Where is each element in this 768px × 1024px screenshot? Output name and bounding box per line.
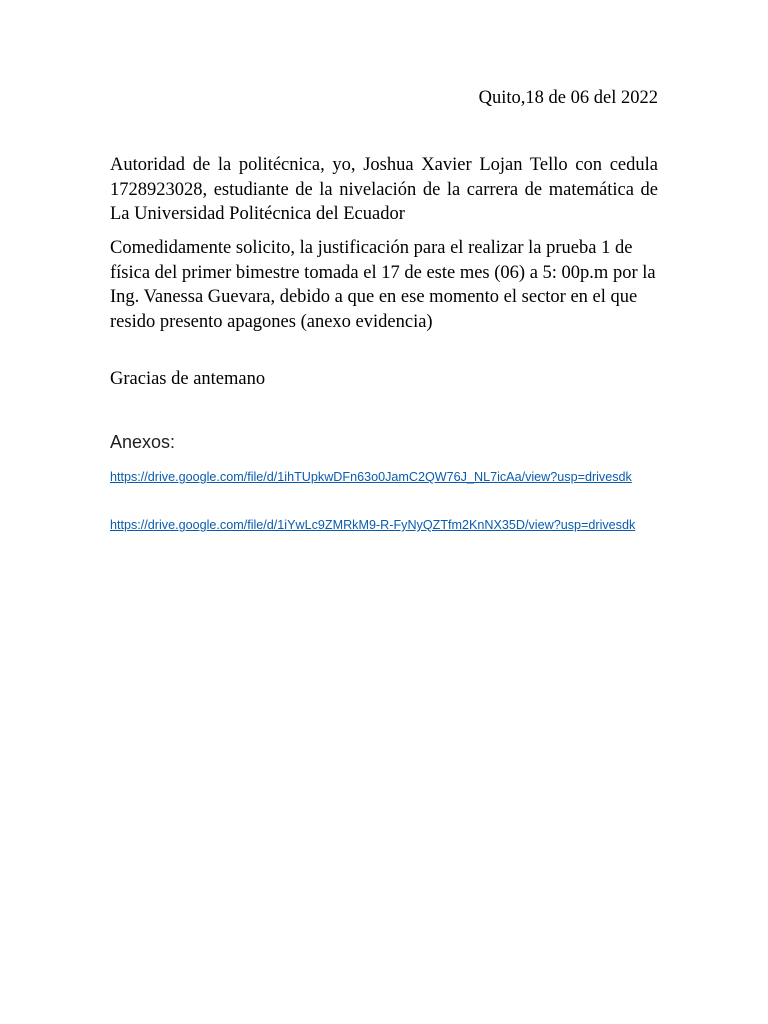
annex-link-2[interactable]: https://drive.google.com/file/d/1iYwLc9ZMRkM9-R-FyNyQZTfm2KnNX35D/view?usp=drivesdk	[110, 518, 636, 532]
intro-paragraph: Autoridad de la politécnica, yo, Joshua Xavier Lojan Tello con cedula 1728923028, estudiante de la nivelación de la carrera de matemática de La Universidad Politécnica del Ecuador	[110, 155, 658, 224]
date-line: Quito,18 de 06 del 2022	[478, 88, 658, 108]
closing-line: Gracias de antemano	[110, 369, 266, 389]
annexes-heading: Anexos:	[110, 432, 176, 452]
annex-link-1[interactable]: https://drive.google.com/file/d/1ihTUpkwDFn63o0JamC2QW76J_NL7icAa/view?usp=drivesdk	[110, 470, 632, 484]
request-paragraph: Comedidamente solicito, la justificación para el realizar la prueba 1 de física del primer bimestre tomada el 17 de este mes (06) a 5: 00p.m por la Ing. Vanessa Guevara, debido a que en ese momento el sector en el que resido presento apagones (anexo evidencia)	[110, 238, 656, 332]
